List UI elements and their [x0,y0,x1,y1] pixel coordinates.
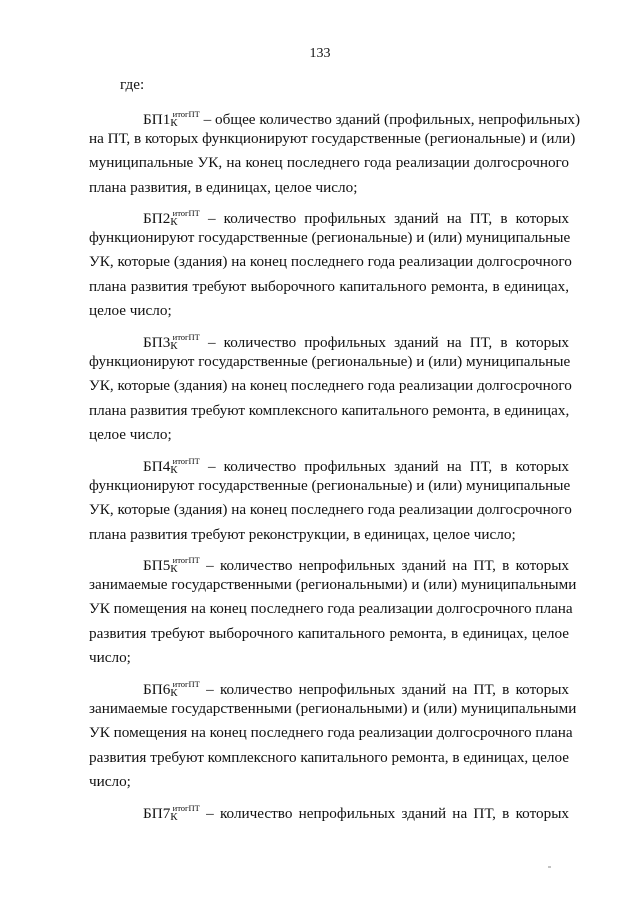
formula-symbol [143,210,200,227]
definition-text: целое число; [89,426,172,444]
definition-text: плана развития требуют реконструкции, в единицах, целое число; [89,525,516,543]
definition-text: УК, которые (здания) на конец последнего года реализации долгосрочного [89,253,572,271]
definition-text: плана развития, в единицах, целое число; [89,178,358,196]
definition-line [89,523,569,548]
definition-text: на ПТ, в которых функционируют государственные (региональные) и (или) [89,129,576,147]
definition-line [89,449,569,474]
symbol-base: БП6 [143,681,171,698]
symbol-base: БП3 [143,334,171,351]
definition-line [89,201,569,226]
definition-line [89,350,569,375]
definition-text: целое число; [89,302,172,320]
definition-line [89,697,577,722]
definition-text: – количество непрофильных зданий на ПТ, в которых [206,805,570,822]
symbol-subscript: К [170,340,178,352]
definition-text: число; [89,773,131,791]
definition-line [89,573,577,598]
definition-line [89,176,569,201]
definition-entry [89,449,572,547]
definition-entry [89,796,569,821]
definition-entry [89,672,577,795]
formula-symbol [143,681,200,698]
definition-text: – количество непрофильных зданий на ПТ, в которых [206,681,570,698]
definition-text: муниципальные УК, на конец последнего года реализации долгосрочного [89,154,569,172]
symbol-superscript: итогПТ [172,456,200,466]
symbol-subscript: К [170,117,178,129]
symbol-subscript: К [170,216,178,228]
definition-text: занимаемые государственными (региональными) и (или) муниципальными [89,575,577,593]
symbol-base: БП2 [143,210,171,227]
formula-symbol [143,111,200,128]
definition-line [89,672,569,697]
definition-text: – количество профильных зданий на ПТ, в которых [207,210,570,227]
definition-text: – общее количество зданий (профильных, непрофильных) [203,111,581,128]
definition-line [89,796,569,821]
definition-line [89,721,573,746]
symbol-superscript: итогПТ [172,803,200,813]
definition-line [89,102,581,129]
formula-symbol [143,805,200,822]
definition-text: – количество непрофильных зданий на ПТ, в которых [206,557,570,574]
definition-text: развития требуют выборочного капитального ремонта, в единицах, целое [89,624,569,642]
definition-line [89,474,569,499]
definition-line [89,151,569,176]
symbol-superscript: итогПТ [172,208,200,218]
definition-line [89,597,573,622]
definition-text: плана развития требуют выборочного капитального ремонта, в единицах, [89,277,569,295]
symbol-superscript: итогПТ [172,679,200,689]
symbol-base: БП1 [143,111,171,128]
definition-entry [89,548,577,671]
definition-line [89,275,569,300]
definition-line [89,548,569,573]
definition-line [89,646,569,671]
definition-line [89,250,572,275]
definition-line [89,226,569,251]
symbol-subscript: К [170,687,178,699]
definition-entry [89,325,572,448]
definition-text: УК помещения на конец последнего года реализации долгосрочного плана [89,600,573,618]
symbol-superscript: итогПТ [172,109,200,119]
definition-line [89,374,572,399]
definition-text: функционируют государственные (региональные) и (или) муниципальные [89,476,571,494]
formula-symbol [143,458,200,475]
definition-text: – количество профильных зданий на ПТ, в которых [207,334,570,351]
definition-text: УК, которые (здания) на конец последнего года реализации долгосрочного [89,377,572,395]
definition-text: функционируют государственные (региональные) и (или) муниципальные [89,228,571,246]
definition-text: УК помещения на конец последнего года реализации долгосрочного плана [89,724,573,742]
definition-text: число; [89,649,131,667]
definition-line [89,399,569,424]
scan-speck [548,866,551,868]
definition-entry [89,102,581,200]
definition-line [89,127,576,152]
definition-line [89,622,569,647]
definition-text: УК, которые (здания) на конец последнего года реализации долгосрочного [89,501,572,519]
definition-text: занимаемые государственными (региональными) и (или) муниципальными [89,699,577,717]
definition-line [89,299,569,324]
formula-symbol [143,557,200,574]
formula-symbol [143,334,200,351]
symbol-subscript: К [170,464,178,476]
definition-line [89,498,572,523]
definition-line [89,746,569,771]
symbol-superscript: итогПТ [172,555,200,565]
definition-text: плана развития требуют комплексного капитального ремонта, в единицах, [89,401,570,419]
intro-text: где: [120,76,145,93]
symbol-superscript: итогПТ [172,332,200,342]
symbol-base: БП4 [143,458,171,475]
symbol-base: БП5 [143,557,171,574]
symbol-subscript: К [170,563,178,575]
definition-text: развития требуют комплексного капитального ремонта, в единицах, целое [89,748,569,766]
symbol-base: БП7 [143,805,171,822]
definition-line [89,770,569,795]
definition-entry [89,201,572,324]
symbol-subscript: К [170,811,178,823]
definition-text: функционируют государственные (региональные) и (или) муниципальные [89,352,571,370]
definition-text: – количество профильных зданий на ПТ, в которых [207,458,570,475]
definition-line [89,423,569,448]
definition-line [89,325,569,350]
page-number: 133 [309,46,331,61]
